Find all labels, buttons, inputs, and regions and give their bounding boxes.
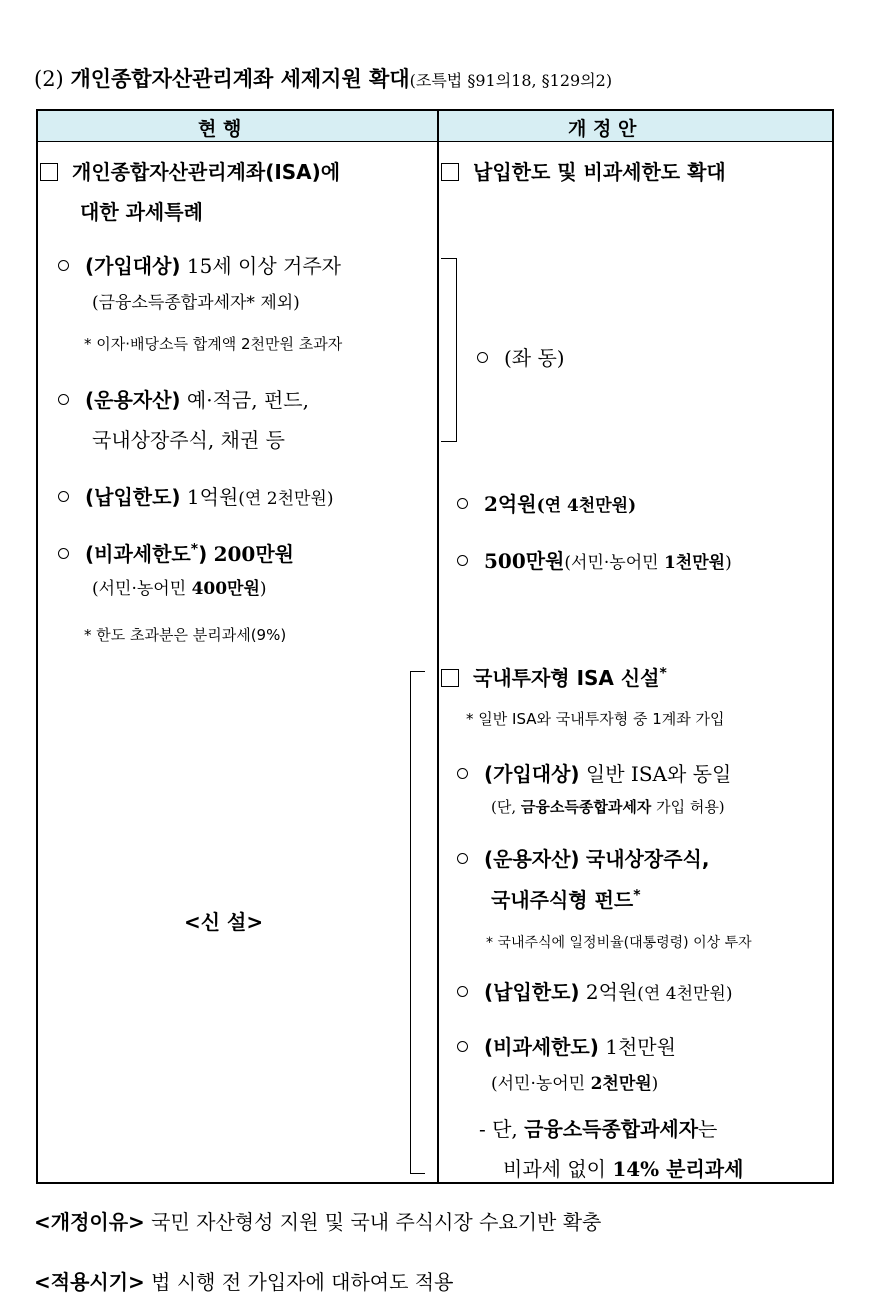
current-item-eligibility-sub: (금융소득종합과세자* 제외) [92, 293, 300, 313]
table-header-row [38, 111, 832, 142]
bullet-circle-icon [457, 853, 468, 864]
checkbox-square-icon [40, 163, 58, 181]
current-item-exemption-note: * 한도 초과분은 분리과세(9%) [84, 626, 287, 644]
current-item-eligibility: (가입대상) 15세 이상 거주자 [58, 250, 341, 279]
bullet-circle-icon [58, 491, 69, 502]
column-divider [437, 111, 439, 1182]
bullet-circle-icon [58, 548, 69, 559]
proposed-exemption: 500만원(서민·농어민 1천만원) [457, 545, 732, 574]
bullet-circle-icon [457, 768, 468, 779]
bracket-right [441, 258, 457, 442]
proposed-new-heading: 국내투자형 ISA 신설* [441, 662, 667, 691]
proposed-n-exemption: (비과세한도) 1천만원 [457, 1031, 676, 1060]
reason-text: 국민 자산형성 지원 및 국내 주식시장 수요기반 확충 [151, 1210, 602, 1234]
reason-label: <개정이유> [34, 1210, 145, 1234]
section-heading: 개인종합자산관리계좌 세제지원 확대 [70, 67, 410, 91]
bracket-left [410, 671, 425, 1174]
proposed-n-assets: (운용자산) 국내상장주식, [457, 843, 709, 872]
law-reference: (조특법 §91의18, §129의2) [409, 71, 613, 90]
section-number: (2) [34, 67, 64, 91]
proposed-n-limit: (납입한도) 2억원(연 4천만원) [457, 976, 732, 1005]
bullet-circle-icon [58, 260, 69, 271]
proposed-n-eligibility-sub: (단, 금융소득종합과세자 가입 허용) [491, 798, 725, 816]
current-item-eligibility-note: * 이자·배당소득 합계액 2천만원 초과자 [84, 335, 343, 353]
proposed-n-exemption-sub: (서민·농어민 2천만원) [491, 1074, 659, 1094]
proposed-n-eligibility: (가입대상) 일반 ISA와 동일 [457, 758, 731, 787]
bullet-circle-icon [477, 352, 488, 363]
bullet-circle-icon [457, 498, 468, 509]
apply-text: 법 시행 전 가입자에 대하여도 적용 [151, 1270, 454, 1294]
proposed-n-assets-note: * 국내주식에 일정비율(대통령령) 이상 투자 [486, 935, 752, 951]
current-item-exemption-sub: (서민·농어민 400만원) [92, 579, 267, 599]
new-label: <신 설> [184, 910, 264, 934]
bullet-circle-icon [457, 555, 468, 566]
current-item-limit: (납입한도) 1억원(연 2천만원) [58, 481, 333, 510]
current-heading: 개인종합자산관리계좌(ISA)에 [40, 156, 340, 185]
apply-line [34, 1266, 453, 1295]
proposed-limit: 2억원(연 4천만원) [457, 488, 636, 517]
checkbox-square-icon [441, 163, 459, 181]
section-title [34, 63, 612, 93]
current-item-exemption: (비과세한도*) 200만원 [58, 538, 294, 567]
proposed-n-exception: - 단, 금융소득종합과세자는 [479, 1117, 718, 1141]
header-proposed: 개 정 안 [568, 118, 637, 140]
reason-line [34, 1206, 601, 1235]
bullet-circle-icon [457, 1041, 468, 1052]
proposed-same: (좌 동) [477, 342, 565, 371]
checkbox-square-icon [441, 669, 459, 687]
current-item-assets-line2: 국내상장주식, 채권 등 [92, 428, 285, 452]
proposed-heading: 납입한도 및 비과세한도 확대 [441, 156, 726, 185]
proposed-n-exception-line2: 비과세 없이 14% 분리과세 [503, 1157, 744, 1181]
apply-label: <적용시기> [34, 1270, 145, 1294]
current-item-assets: (운용자산) 예·적금, 펀드, [58, 384, 309, 413]
header-current: 현 행 [198, 118, 242, 140]
current-heading-line2: 대한 과세특례 [80, 200, 203, 224]
bullet-circle-icon [58, 394, 69, 405]
bullet-circle-icon [457, 986, 468, 997]
proposed-new-note: * 일반 ISA와 국내투자형 중 1계좌 가입 [466, 710, 725, 728]
proposed-n-assets-line2: 국내주식형 펀드* [491, 887, 641, 912]
